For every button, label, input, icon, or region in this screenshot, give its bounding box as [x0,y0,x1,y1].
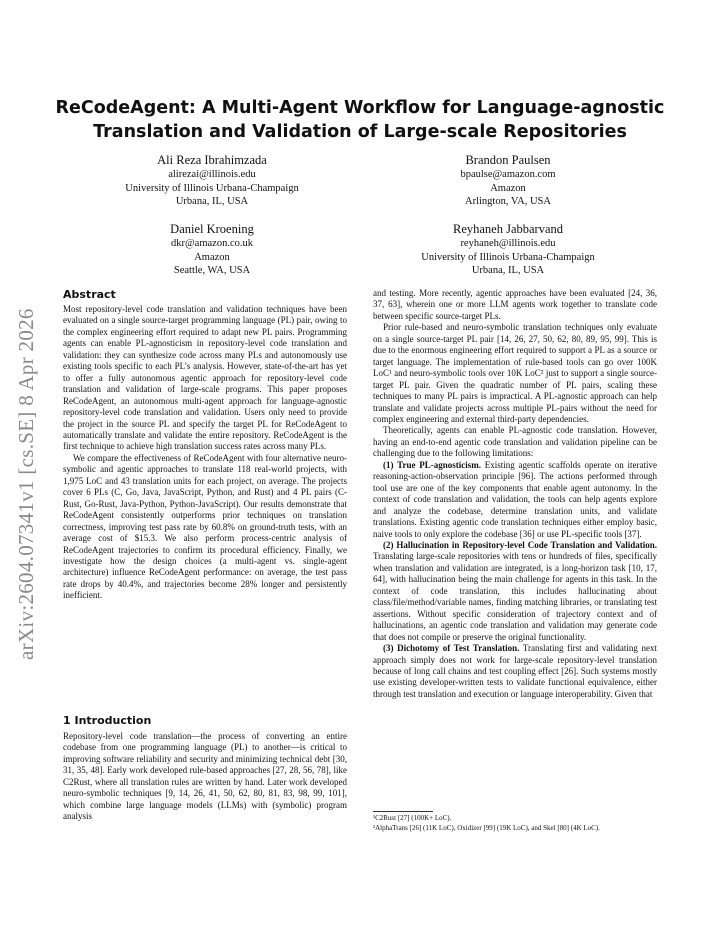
footnote-divider [373,811,433,812]
title-line-1: ReCodeAgent: A Multi-Agent Workflow for Language-agnostic [55,98,665,118]
author-block-4 [358,221,658,278]
right-paragraph-3: Theoretically, agents can enable PL-agnostic code translation. However, having an end-to-end agentic code translation and validation pipeline can be challenging due to the following limitations: [373,425,657,459]
abstract-paragraph-2: We compare the effectiveness of ReCodeAgent with four alternative neuro-symbolic and agentic approaches to translate 118 real-world projects, with 1,975 LoC and 43 translation units for each project, on average. The projects cover 6 PLs (C, Go, Java, JavaScript, Python, and Rust) and 4 PL pairs (C-Rust, Go-Rust, Java-Python, Python-JavaScript). Our results demonstrate that ReCodeAgent consistently outperforms prior techniques on translation correctness, improving test pass rate by 60.8% on ground-truth tests, with an average cost of $15.3. We also perform process-centric analysis of ReCodeAgent trajectories to confirm its procedural efficiency. Finally, we investigate how the design choices (a multi-agent vs. single-agent architecture) influence ReCodeAgent performance: on average, the test pass rate drops by 40.4%, and trajectories become 28% longer and persistently inefficient. [63,452,347,601]
author-affiliation: University of Illinois Urbana-Champaign [125,182,299,194]
introduction-heading: 1 Introduction [63,714,152,727]
author-name: Daniel Kroening [170,222,254,236]
author-email: dkr@amazon.co.uk [171,238,253,249]
limitation-1-text: Existing agentic scaffolds operate on iterative reasoning-action-observation principle [96]. The actions performed through tool use are one of the key components that enable agent autonomy. In the context of code translation and validation, the tools can help agents explore and analyze the codebase, determine translation units, and validate translations. Existing agentic code translation techniques either employ basic, naive tools to only explore the codebase [36] or use PL-specific tools [37]. [373,459,657,539]
footnote-1: ¹C2Rust [27] (100K+ LoC). [373,814,452,822]
author-name: Reyhaneh Jabbarvand [452,222,564,236]
limitation-2 [373,540,657,643]
right-column [373,288,657,700]
paper-title [40,96,680,144]
author-location: Seattle, WA, USA [173,265,251,276]
author-block-2 [358,152,658,209]
title-line-2: Translation and Validation of Large-scale Repositories [93,122,627,142]
arxiv-identifier: arXiv:2604.07341v1 [cs.SE] 8 Apr 2026 [14,308,38,660]
limitation-3-text: Translating first and validating next approach simply does not work for large-scale repository-level translation because of long call chains and test coupling effect [26]. Such systems mostly use existing developer-written tests to validate functional equivalence, either through test translation and execution or language interoperability. Given that [373,643,657,699]
author-email: bpaulse@amazon.com [460,169,556,180]
author-block-3 [62,221,362,278]
footnote-2: ²AlphaTrans [26] (11K LoC), Oxidizer [99] (19K LoC), and Skel [80] (4K LoC). [373,824,600,832]
author-name: Ali Reza Ibrahimzada [157,153,267,167]
author-name: Brandon Paulsen [465,153,551,167]
introduction-paragraph-1: Repository-level code translation—the process of converting an entire codebase from one programming language (PL) to another—is critical to improving software reliability and security and minimizing technical debt [30, 31, 35, 48]. Early work developed rule-based approaches [27, 28, 56, 78], like C2Rust, where all translation rules are written by hand. Later work developed neuro-symbolic techniques [9, 14, 26, 41, 50, 62, 80, 81, 83, 98, 99, 101], which combine large language models (LLMs) with (symbolic) program analysis [63,731,347,822]
limitation-1 [373,460,657,540]
author-affiliation: Amazon [194,251,230,263]
limitation-1-heading: (1) True PL-agnosticism. [383,459,481,470]
author-email: alirezai@illinois.edu [168,169,256,180]
limitation-2-heading: (2) Hallucination in Repository-level Code Translation and Validation. [383,539,657,550]
left-column [63,288,347,602]
abstract-paragraph-1: Most repository-level code translation and validation techniques have been evaluated on a single source-target programming language (PL) pair, owing to the complex engineering effort required to adapt new PL pairs. Programming agents can enable PL-agnosticism in repository-level code translation and validation: they can synthesize code across many PLs and autonomously use existing tools specific to each PL’s analysis. However, state-of-the-art has yet to offer a fully autonomous agentic approach for repository-level code translation and validation of large-scale programs. This paper proposes ReCodeAgent, an autonomous multi-agent approach for language-agnostic repository-level code translation and validation. Users only need to provide the project in the source PL and specify the target PL for ReCodeAgent to automatically translate and validate the entire repository. ReCodeAgent is the first technique to achieve high translation success rates across many PLs. [63,304,347,452]
author-affiliation: Amazon [490,182,526,194]
right-paragraph-2: Prior rule-based and neuro-symbolic translation techniques only evaluate on a single source-target PL pair [14, 26, 27, 50, 62, 80, 89, 95, 99]. This is due to the enormous engineering effort required to support a PL as a source or target language. The implementation of rule-based tools can go over 100K LoC¹ and neuro-symbolic tools over 10K LoC² just to support a single source-target PL pair. Given the quadratic number of PL pairs, scaling these techniques to many PL pairs is impractical. A PL-agnostic approach can help translate and validate projects across multiple PL-pairs without the need for complex engineering and external third-party dependencies. [373,322,657,424]
author-location: Urbana, IL, USA [175,196,249,207]
author-affiliation: University of Illinois Urbana-Champaign [421,251,595,263]
limitation-3-heading: (3) Dichotomy of Test Translation. [383,643,520,654]
author-block-1 [62,152,362,209]
limitation-3 [373,643,657,700]
author-location: Urbana, IL, USA [471,265,545,276]
right-paragraph-1: and testing. More recently, agentic approaches have been evaluated [24, 36, 37, 63], wherein one or more LLM agents work together to translate code between specific source-target PLs. [373,288,657,321]
limitation-2-text: Translating large-scale repositories with tens or hundreds of files, specifically when translation and validation are integrated, is a long-horizon task [10, 17, 64], with hallucination being the main challenge for agents in this task. In the context of code translation, this includes hallucinating about class/file/method/variable names, finding matching libraries, or translating test assertions. Without specific consideration of trajectory context and of hallucinations, an agentic code translation and validation may generate code that does not compile or preserve the original functionality. [373,551,657,642]
author-email: reyhaneh@illinois.edu [460,238,556,249]
abstract-heading: Abstract [63,288,116,301]
introduction-section [63,714,347,823]
author-location: Arlington, VA, USA [465,196,551,207]
